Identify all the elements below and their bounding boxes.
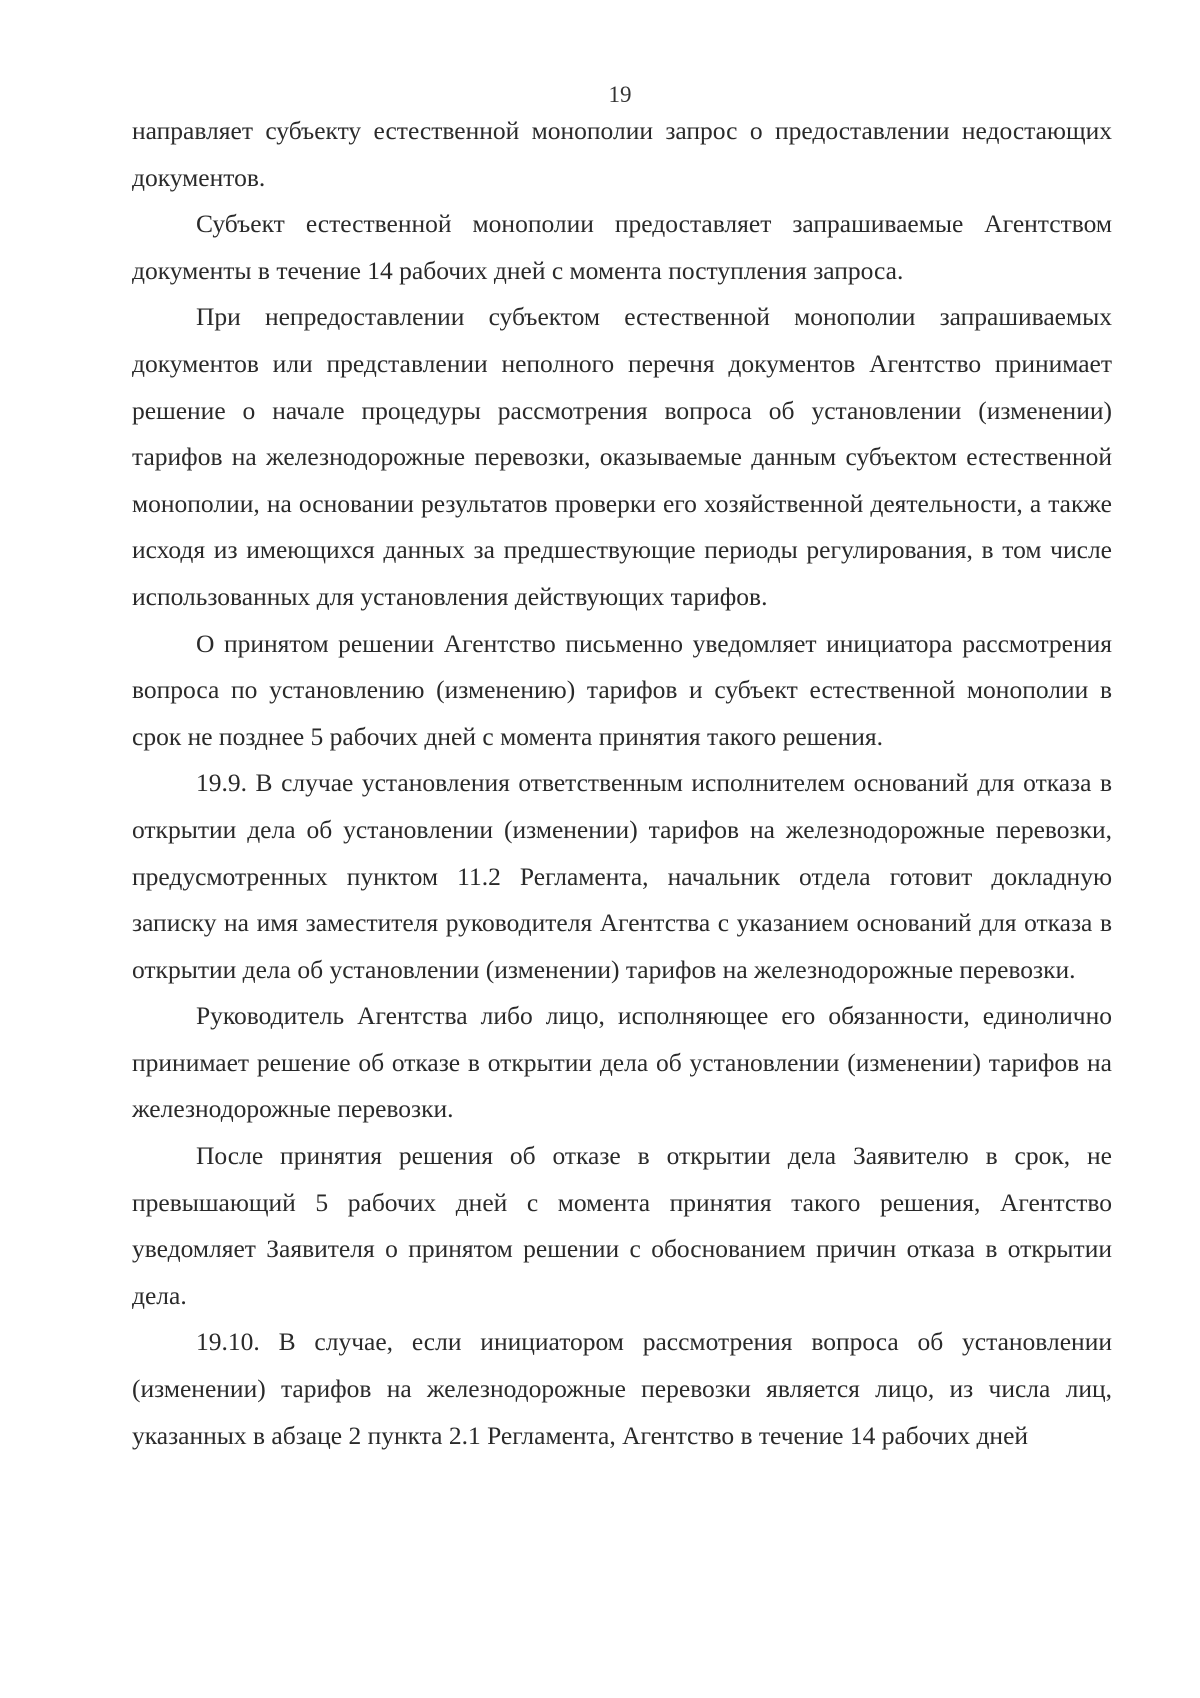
paragraph: О принятом решении Агентство письменно уведомляет инициатора рассмотрения вопроса по установлению (изменению) тарифов и субъект естественной монополии в срок не позднее 5 рабочих дней с момента принятия такого решения. <box>132 628 1112 751</box>
paragraph: Руководитель Агентства либо лицо, исполняющее его обязанности, единолично принимает решение об отказе в открытии дела об установлении (изменении) тарифов на железнодорожные перевозки. <box>132 1001 1112 1124</box>
document-body <box>132 108 1112 1459</box>
paragraph: Субъект естественной монополии предоставляет запрашиваемые Агентством документы в течение 14 рабочих дней с момента поступления запроса. <box>132 209 1112 285</box>
paragraph: При непредоставлении субъектом естественной монополии запрашиваемых документов или представлении неполного перечня документов Агентство принимает решение о начале процедуры рассмотрения вопроса об установлении (изменении) тарифов на железнодорожные перевозки, оказываемые данным субъектом естественной монополии, на основании результатов проверки его хозяйственной деятельности, а также исходя из имеющихся данных за предшествующие периоды регулирования, в том числе использованных для установления действующих тарифов. <box>132 302 1112 611</box>
page-number: 19 <box>608 82 632 107</box>
paragraph: После принятия решения об отказе в открытии дела Заявителю в срок, не превышающий 5 рабочих дней с момента принятия такого решения, Агентство уведомляет Заявителя о принятом решении с обоснованием причин отказа в открытии дела. <box>132 1141 1112 1310</box>
paragraph-19-10: 19.10. В случае, если инициатором рассмотрения вопроса об установлении (изменении) тарифов на железнодорожные перевозки является лицо, из числа лиц, указанных в абзаце 2 пункта 2.1 Регламента, Агентство в течение 14 рабочих дней <box>132 1327 1112 1450</box>
paragraph-19-9: 19.9. В случае установления ответственным исполнителем оснований для отказа в открытии дела об установлении (изменении) тарифов на железнодорожные перевозки, предусмотренных пунктом 11.2 Регламента, начальник отдела готовит докладную записку на имя заместителя руководителя Агентства с указанием оснований для отказа в открытии дела об установлении (изменении) тарифов на железнодорожные перевозки. <box>132 768 1112 984</box>
paragraph-continuation: направляет субъекту естественной монополии запрос о предоставлении недостающих документов. <box>132 116 1112 192</box>
